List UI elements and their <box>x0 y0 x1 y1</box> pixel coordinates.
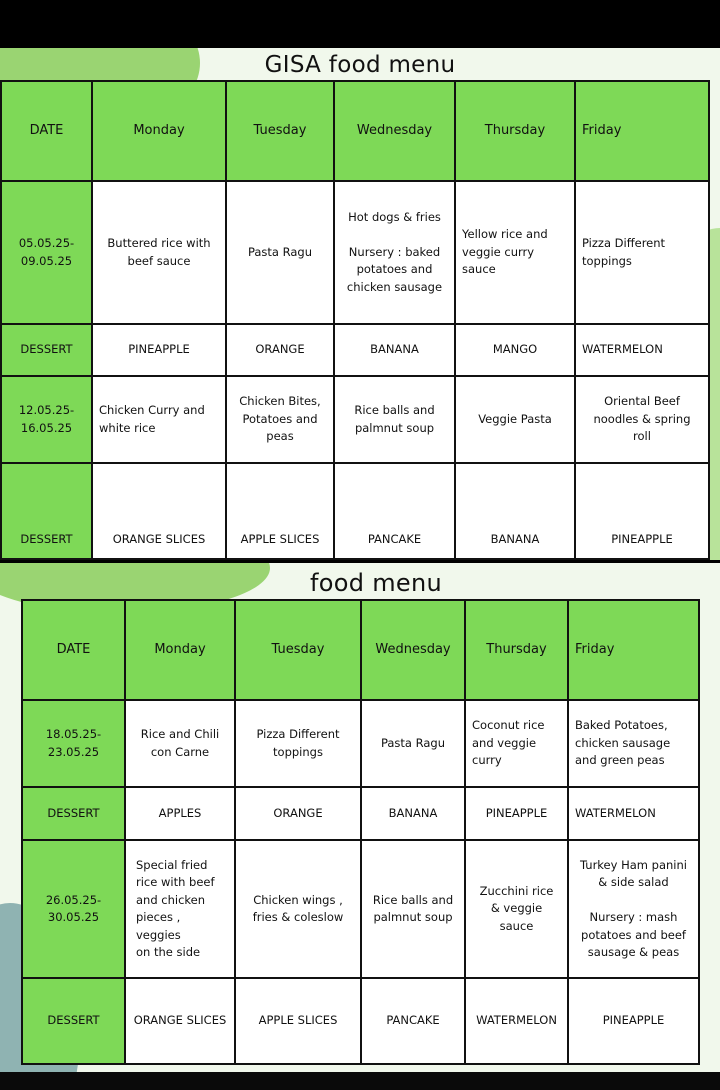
dessert-cell: APPLES <box>125 787 235 840</box>
week-date-cell: 12.05.25- 16.05.25 <box>1 376 92 463</box>
dessert-cell: BANANA <box>455 463 575 559</box>
meal-cell: Yellow rice and veggie curry sauce <box>455 181 575 324</box>
week-date-cell: 18.05.25- 23.05.25 <box>22 700 125 787</box>
meal-cell: Rice and Chili con Carne <box>125 700 235 787</box>
header-date: DATE <box>1 81 92 181</box>
dessert-cell: PINEAPPLE <box>575 463 709 559</box>
dessert-cell: ORANGE SLICES <box>125 978 235 1064</box>
header-wednesday: Wednesday <box>361 600 465 700</box>
week-date-cell: 05.05.25- 09.05.25 <box>1 181 92 324</box>
dessert-cell: ORANGE <box>235 787 361 840</box>
dessert-label-cell: DESSERT <box>1 463 92 559</box>
header-monday: Monday <box>125 600 235 700</box>
table-row <box>22 700 699 787</box>
table-row <box>1 463 709 559</box>
dessert-cell: PINEAPPLE <box>465 787 568 840</box>
meal-cell: Pizza Different toppings <box>235 700 361 787</box>
dessert-cell: APPLE SLICES <box>226 463 334 559</box>
menu-panel-1 <box>0 48 720 560</box>
table-row <box>22 840 699 978</box>
header-friday: Friday <box>575 81 709 181</box>
dessert-cell: WATERMELON <box>465 978 568 1064</box>
menu-table-2 <box>21 599 700 1065</box>
dessert-label-cell: DESSERT <box>22 978 125 1064</box>
table-row <box>1 324 709 376</box>
dessert-label-cell: DESSERT <box>1 324 92 376</box>
dessert-cell: APPLE SLICES <box>235 978 361 1064</box>
menu-table-1 <box>0 80 710 560</box>
table-row <box>22 978 699 1064</box>
dessert-label-cell: DESSERT <box>22 787 125 840</box>
meal-cell: Coconut rice and veggie curry <box>465 700 568 787</box>
meal-cell: Pasta Ragu <box>361 700 465 787</box>
meal-cell: Baked Potatoes, chicken sausage and green peas <box>568 700 699 787</box>
meal-cell: Special fried rice with beef and chicken pieces , veggies on the side <box>125 840 235 978</box>
bottom-black-bar <box>0 1072 720 1090</box>
dessert-cell: MANGO <box>455 324 575 376</box>
dessert-cell: BANANA <box>361 787 465 840</box>
meal-cell: Turkey Ham panini & side salad Nursery : mash potatoes and beef sausage & peas <box>568 840 699 978</box>
week-date-cell: 26.05.25- 30.05.25 <box>22 840 125 978</box>
dessert-cell: PANCAKE <box>361 978 465 1064</box>
meal-cell: Rice balls and palmnut soup <box>334 376 455 463</box>
table-row <box>1 376 709 463</box>
meal-cell: Veggie Pasta <box>455 376 575 463</box>
menu-panel-2 <box>0 563 720 1072</box>
dessert-cell: BANANA <box>334 324 455 376</box>
meal-cell: Chicken Bites, Potatoes and peas <box>226 376 334 463</box>
dessert-cell: PINEAPPLE <box>92 324 226 376</box>
menu-title: food menu <box>310 569 442 597</box>
dessert-cell: WATERMELON <box>568 787 699 840</box>
header-tuesday: Tuesday <box>226 81 334 181</box>
dessert-cell: PINEAPPLE <box>568 978 699 1064</box>
meal-cell: Pasta Ragu <box>226 181 334 324</box>
dessert-cell: PANCAKE <box>334 463 455 559</box>
menu-title: GISA food menu <box>264 52 456 78</box>
header-tuesday: Tuesday <box>235 600 361 700</box>
table-header-row <box>1 81 709 181</box>
dessert-cell: WATERMELON <box>575 324 709 376</box>
top-black-bar <box>0 0 720 48</box>
meal-cell: Buttered rice with beef sauce <box>92 181 226 324</box>
header-thursday: Thursday <box>455 81 575 181</box>
meal-cell: Zucchini rice & veggie sauce <box>465 840 568 978</box>
header-wednesday: Wednesday <box>334 81 455 181</box>
meal-cell: Chicken Curry and white rice <box>92 376 226 463</box>
meal-cell: Pizza Different toppings <box>575 181 709 324</box>
meal-cell: Rice balls and palmnut soup <box>361 840 465 978</box>
table-row <box>22 787 699 840</box>
dessert-cell: ORANGE SLICES <box>92 463 226 559</box>
meal-cell: Hot dogs & fries Nursery : baked potatoes and chicken sausage <box>334 181 455 324</box>
table-row <box>1 181 709 324</box>
meal-cell: Chicken wings , fries & coleslow <box>235 840 361 978</box>
dessert-cell: ORANGE <box>226 324 334 376</box>
table-header-row <box>22 600 699 700</box>
meal-cell: Oriental Beef noodles & spring roll <box>575 376 709 463</box>
header-monday: Monday <box>92 81 226 181</box>
header-friday: Friday <box>568 600 699 700</box>
header-thursday: Thursday <box>465 600 568 700</box>
header-date: DATE <box>22 600 125 700</box>
